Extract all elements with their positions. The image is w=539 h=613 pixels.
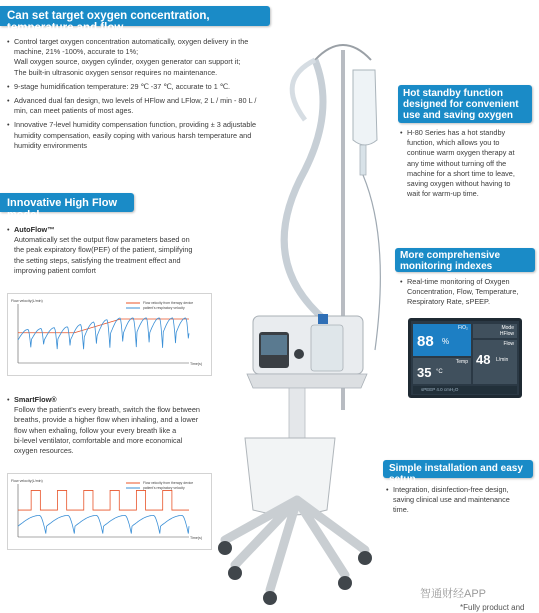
smartflow-description: • SmartFlow® Follow the patient's every breath, switch the flow between breaths, provide a higher flow when inhaling, and a lower flow when exhaling, follow your every breath like a bi-level ventilator, comfortable and more economical oxygen resources.: [7, 395, 200, 456]
high-flow-device-illustration: [215, 20, 395, 610]
caster-wheel: [228, 566, 242, 580]
installation-description: • Integration, disinfection-free design, saving clinical use and maintenance time.: [386, 485, 510, 515]
caster-wheel: [218, 541, 232, 555]
screen-display: [261, 335, 287, 355]
autoflow-name: AutoFlow™: [14, 225, 55, 234]
outlet-port: [318, 314, 328, 324]
section-title-monitoring: More comprehensive monitoring indexes: [395, 248, 535, 272]
bullet-item: • 9-stage humidification temperature: 29 ℃ -37 ℃, accurate to 1 ℃.: [7, 81, 231, 91]
x-axis-label: Time(s): [190, 362, 203, 366]
breathing-tube: [284, 60, 325, 320]
legend-label: Flow velocity from therapy device: [143, 301, 194, 306]
legend-label: patient's respiratory velocity: [143, 486, 185, 491]
smartflow-name: SmartFlow®: [14, 395, 57, 404]
y-axis-label: Flow velocity(L/min): [11, 299, 43, 303]
flow-tile: Flow 48 L/min: [473, 340, 517, 384]
bullet-item: • Control target oxygen concentration automatically, oxygen delivery in the machine, 21% -100%, accurate to 1%; Wall oxygen source, oxygen cylinder, oxygen generator can support it; The built-in ultrasonic oxygen sensor requires no maintenance.: [7, 37, 249, 77]
legend-label: patient's respiratory velocity: [143, 306, 185, 311]
humidifier-chamber: [311, 325, 343, 371]
temp-value: 35: [417, 365, 432, 380]
water-bag: [353, 70, 377, 145]
series-line: [18, 490, 189, 510]
temp-tile: Temp 35 °C: [413, 358, 471, 384]
series-line: [18, 318, 189, 349]
nasal-tube: [292, 60, 315, 120]
x-axis-label: Time(s): [190, 536, 203, 540]
standby-description: • H-80 Series has a hot standby function, which allows you to continue warm oxygen therapy at any time without turning off the machine for a short time to leave, saving oxygen without having to wait for warm-up time.: [400, 128, 515, 199]
smartflow-chart-svg: [8, 474, 211, 549]
caster-wheel: [358, 551, 372, 565]
caster-wheel: [263, 591, 277, 605]
section-title-high-flow: Innovative High Flow model: [0, 193, 134, 212]
bullet-item: • Innovative 7-level humidity compensation function, providing ± 3 adjustable humidity compensation, easily coping with various harsh temperature and humidity environments: [7, 120, 257, 150]
corner-note: *Fully product and: [460, 603, 525, 612]
series-line: [18, 515, 189, 533]
smartflow-chart: [7, 473, 212, 550]
speep-footer: sPEEP 4.0 cmH₂O: [413, 386, 517, 394]
control-knob: [294, 349, 304, 359]
monitor-screen: [408, 318, 522, 398]
fio2-tile: FiO₂ 88 %: [413, 324, 471, 356]
monitoring-description: • Real-time monitoring of Oxygen Concentration, Flow, Temperature, Respiratory Rate, sPEEP.: [400, 277, 519, 307]
flow-value: 48: [476, 352, 491, 367]
mode-tile: Mode HFlow: [473, 324, 517, 338]
section-title-target-oxygen: Can set target oxygen concentration, temperature and flow: [0, 6, 270, 26]
fio2-value: 88: [417, 333, 434, 350]
watermark-text: 智通财经APP: [420, 588, 487, 600]
bullet-item: • Advanced dual fan design, two levels of HFlow and LFlow, 2 L / min - 80 L / min, can meet patients of most ages.: [7, 96, 257, 116]
device-tray: [247, 374, 367, 388]
section-title-installation: Simple installation and easy setup: [383, 460, 533, 478]
drip-chamber: [360, 145, 366, 175]
autoflow-description: • AutoFlow™ Automatically set the output flow parameters based on the peak expiratory flow(PEF) of the patient, simplifying the setting steps, satisfying the treatment effect and improving patient comfort: [7, 225, 193, 275]
y-axis-label: Flow velocity(L/min): [11, 479, 43, 483]
water-line: [363, 175, 380, 350]
caster-wheel: [338, 576, 352, 590]
autoflow-chart: [7, 293, 212, 376]
legend-label: Flow velocity from therapy device: [143, 481, 194, 486]
autoflow-chart-svg: [8, 294, 211, 375]
section-title-hot-standby: Hot standby function designed for convenient use and saving oxygen: [398, 85, 532, 123]
